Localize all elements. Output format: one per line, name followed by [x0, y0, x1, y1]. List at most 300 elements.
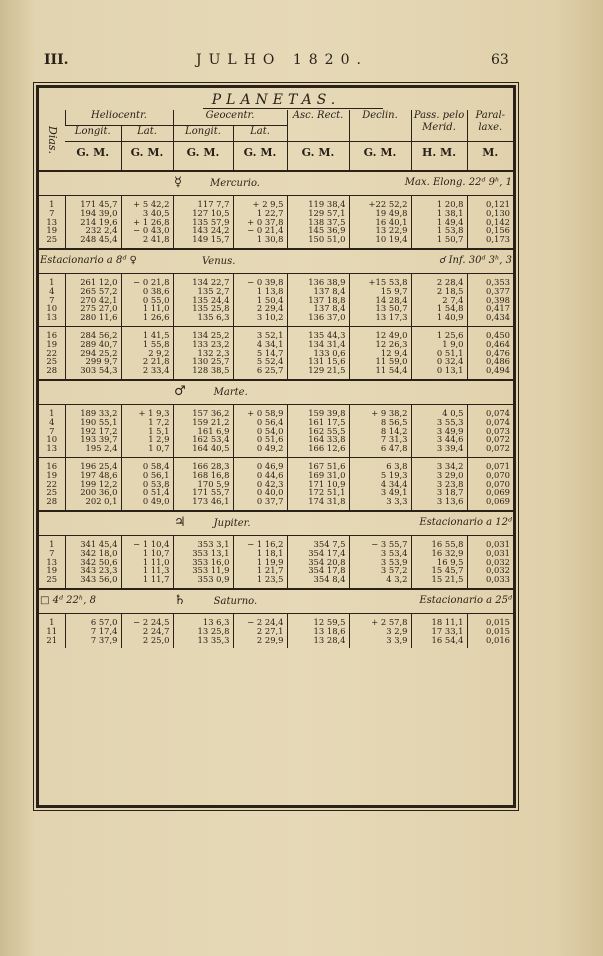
planet-note-left — [39, 380, 173, 405]
table-cell: 289 40,7 — [65, 340, 121, 349]
table-cell: 8 56,5 — [349, 418, 411, 427]
table-cell: − 0 21,4 — [233, 226, 287, 235]
table-cell: 196 25,4 — [65, 457, 121, 470]
table-cell: 197 48,6 — [65, 471, 121, 480]
table-cell: 2 24,7 — [121, 627, 173, 636]
table-cell: 3 34,2 — [411, 457, 467, 470]
table-cell: 0 54,0 — [233, 427, 287, 436]
table-cell: 2 41,8 — [121, 235, 173, 249]
table-cell: 16 32,9 — [411, 549, 467, 558]
planet-name-label: Saturno. — [213, 595, 258, 607]
table-cell: 161 6,9 — [173, 427, 233, 436]
table-cell: 3 52,1 — [233, 326, 287, 339]
table-cell: 1 — [39, 613, 65, 626]
table-cell: 1 54,8 — [411, 304, 467, 313]
table-cell: 1 13,8 — [233, 287, 287, 296]
table-cell: 0 53,8 — [121, 480, 173, 489]
table-cell: 16 — [39, 326, 65, 339]
table-cell: 159 39,8 — [287, 404, 349, 417]
table-cell: 1 11,7 — [121, 575, 173, 589]
table-cell: 10 19,4 — [349, 235, 411, 249]
table-cell: 4 34,4 — [349, 480, 411, 489]
table-cell: + 2 57,8 — [349, 613, 411, 626]
table-cell: 353 13,1 — [173, 549, 233, 558]
table-cell: 134 31,4 — [287, 340, 349, 349]
table-cell: 3 49,9 — [411, 427, 467, 436]
table-cell: 0,072 — [467, 444, 513, 457]
table-cell: 172 51,1 — [287, 488, 349, 497]
table-cell: 13 18,6 — [287, 627, 349, 636]
table-cell: 0,130 — [467, 209, 513, 218]
table-cell: 3 53,9 — [349, 558, 411, 567]
table-cell: 25 — [46, 487, 58, 498]
table-cell: 1 7,2 — [121, 418, 173, 427]
planet-note-right: Max. Elong. 22ᵈ 9ʰ, 1 — [349, 171, 513, 196]
table-cell: 7 — [49, 425, 55, 436]
table-cell: 135 24,4 — [173, 296, 233, 305]
table-cell: 16 40,1 — [349, 218, 411, 227]
table-cell: 3 39,4 — [411, 444, 467, 457]
table-cell: 3 3,3 — [349, 497, 411, 511]
table-cell: 25 — [46, 234, 58, 245]
col-geo-lat: Lat. — [233, 126, 287, 142]
planet-symbol-icon: ♃ — [174, 514, 186, 530]
table-cell: 1 23,5 — [233, 575, 287, 589]
table-cell: 135 25,8 — [173, 304, 233, 313]
table-cell: 119 38,4 — [287, 196, 349, 209]
col-pass: Pass. pelo Merid. — [411, 110, 467, 142]
table-cell: 354 17,4 — [287, 549, 349, 558]
table-cell: 1 22,7 — [233, 209, 287, 218]
table-row — [39, 273, 513, 286]
table-row — [39, 404, 513, 417]
table-cell: 275 27,0 — [65, 304, 121, 313]
table-cell: 12 59,5 — [287, 613, 349, 626]
col-geo-longit: Longit. — [173, 126, 233, 142]
table-cell: 162 53,4 — [173, 435, 233, 444]
table-cell: 132 2,3 — [173, 349, 233, 358]
planet-name-label: Jupiter. — [213, 517, 251, 529]
table-cell: 1 0,7 — [121, 444, 173, 457]
table-cell: 284 56,2 — [65, 326, 121, 339]
table-row — [39, 235, 513, 249]
table-cell: 0 32,4 — [411, 357, 467, 366]
table-cell: 0,070 — [467, 471, 513, 480]
table-cell: − 2 24,4 — [233, 613, 287, 626]
table-cell: 353 0,9 — [173, 575, 233, 589]
table-cell: 1 11,0 — [121, 558, 173, 567]
table-cell: 13 — [46, 556, 58, 567]
table-cell: 8 14,2 — [349, 427, 411, 436]
planet-header-row — [39, 171, 513, 196]
table-cell: − 2 24,5 — [121, 613, 173, 626]
table-cell: 190 55,1 — [65, 418, 121, 427]
table-cell: 0,031 — [467, 549, 513, 558]
unit-gm: G. M. — [121, 142, 173, 171]
table-cell: 3 49,1 — [349, 488, 411, 497]
col-helio: Heliocentr. — [65, 110, 173, 126]
table-cell: 1 40,9 — [411, 313, 467, 326]
table-cell: 343 56,0 — [65, 575, 121, 589]
table-cell: 134 25,2 — [173, 326, 233, 339]
page-section: III. — [44, 52, 69, 68]
table-cell: 1 11,0 — [121, 304, 173, 313]
table-cell: 19 — [46, 469, 58, 480]
planet-name-label: Mercurio. — [209, 178, 260, 189]
table-row — [39, 326, 513, 339]
table-cell: 4 — [49, 416, 55, 427]
table-cell: 162 55,5 — [287, 427, 349, 436]
table-cell: 2 21,8 — [121, 357, 173, 366]
table-cell: 0,072 — [467, 435, 513, 444]
table-cell: 16 — [39, 457, 65, 470]
table-cell: 0 49,0 — [121, 497, 173, 511]
table-cell: 131 15,6 — [287, 357, 349, 366]
table-cell: 28 — [46, 365, 58, 376]
table-cell: 11 59,0 — [349, 357, 411, 366]
table-cell: 0 46,9 — [233, 457, 287, 470]
table-cell: 0,073 — [467, 427, 513, 436]
table-cell: 13 28,4 — [287, 636, 349, 649]
table-cell: 164 40,5 — [173, 444, 233, 457]
table-cell: 353 16,0 — [173, 558, 233, 567]
table-cell: 2 27,1 — [233, 627, 287, 636]
table-cell: 16 55,8 — [411, 535, 467, 548]
table-row — [39, 313, 513, 326]
table-cell: 200 36,0 — [65, 488, 121, 497]
table-cell: 0,032 — [467, 566, 513, 575]
table-cell: 133 0,6 — [287, 349, 349, 358]
table-cell: 16 9,5 — [411, 558, 467, 567]
table-cell: 166 28,3 — [173, 457, 233, 470]
table-cell: 0,142 — [467, 218, 513, 227]
table-cell: 341 45,4 — [65, 535, 121, 548]
table-cell: 13 35,3 — [173, 636, 233, 649]
table-cell: 0,069 — [467, 497, 513, 511]
table-cell: 138 37,5 — [287, 218, 349, 227]
table-cell: 169 31,0 — [287, 471, 349, 480]
table-cell: 0,015 — [467, 613, 513, 626]
table-cell: 3 13,6 — [411, 497, 467, 511]
table-cell: 25 — [46, 574, 58, 585]
unit-gm: G. M. — [65, 142, 121, 171]
table-cell: 171 10,9 — [287, 480, 349, 489]
table-row — [39, 535, 513, 548]
table-row — [39, 613, 513, 626]
table-cell: 19 — [46, 565, 58, 576]
table-cell: − 0 43,0 — [121, 226, 173, 235]
table-body — [39, 171, 513, 648]
table-cell: 199 12,2 — [65, 480, 121, 489]
table-cell: 1 38,1 — [411, 209, 467, 218]
table-cell: 22 — [46, 347, 58, 358]
table-cell: 1 25,6 — [411, 326, 467, 339]
planet-name — [173, 589, 349, 614]
table-cell: 11 54,4 — [349, 366, 411, 380]
table-cell: 137 8,4 — [287, 287, 349, 296]
table-cell: 3 55,3 — [411, 418, 467, 427]
table-cell: 0,476 — [467, 349, 513, 358]
table-cell: + 9 38,2 — [349, 404, 411, 417]
table-cell: − 1 10,4 — [121, 535, 173, 548]
col-helio-lat: Lat. — [121, 126, 173, 142]
table-cell: 0,434 — [467, 313, 513, 326]
planet-symbol-icon: ♂ — [174, 383, 186, 399]
table-cell: + 2 9,5 — [233, 196, 287, 209]
col-geo: Geocentr. — [173, 110, 287, 126]
table-cell: 303 54,3 — [65, 366, 121, 380]
table-cell: 202 0,1 — [65, 497, 121, 511]
table-cell: 22 — [46, 478, 58, 489]
table-cell: 0 51,4 — [121, 488, 173, 497]
table-cell: 194 39,0 — [65, 209, 121, 218]
table-cell: 0,353 — [467, 273, 513, 286]
table-cell: 3 10,2 — [233, 313, 287, 326]
planet-note-left: Estacionario a 8ᵈ ♀ — [39, 249, 173, 274]
planet-header-row — [39, 249, 513, 274]
table-cell: 0 37,7 — [233, 497, 287, 511]
table-cell: 0,156 — [467, 226, 513, 235]
table-cell: 150 51,0 — [287, 235, 349, 249]
table-cell: 157 36,2 — [173, 404, 233, 417]
table-cell: 1 — [39, 196, 65, 209]
table-cell: 2 28,4 — [411, 273, 467, 286]
table-cell: 3 3,9 — [349, 636, 411, 649]
table-cell: 1 — [39, 535, 65, 548]
table-cell: 28 — [46, 496, 58, 507]
table-cell: 354 20,8 — [287, 558, 349, 567]
table-cell: 0,377 — [467, 287, 513, 296]
table-cell: 1 53,8 — [411, 226, 467, 235]
table-cell: 174 31,8 — [287, 497, 349, 511]
table-cell: 354 17,8 — [287, 566, 349, 575]
planet-table — [39, 110, 513, 648]
table-cell: 1 50,7 — [411, 235, 467, 249]
table-cell: 135 44,3 — [287, 326, 349, 339]
table-cell: 12 26,3 — [349, 340, 411, 349]
table-cell: 354 8,4 — [287, 575, 349, 589]
table-cell: 7 — [49, 547, 55, 558]
table-cell: 0,173 — [467, 235, 513, 249]
table-cell: 12 9,4 — [349, 349, 411, 358]
planet-name-label: Marte. — [213, 386, 248, 398]
table-cell: 0,033 — [467, 575, 513, 589]
table-cell: 171 55,7 — [173, 488, 233, 497]
table-cell: 6 3,8 — [349, 457, 411, 470]
table-cell: 299 9,7 — [65, 357, 121, 366]
table-cell: 1 5,1 — [121, 427, 173, 436]
table-cell: 193 39,7 — [65, 435, 121, 444]
table-cell: 3 29,0 — [411, 471, 467, 480]
table-cell: 1 21,7 — [233, 566, 287, 575]
table-cell: 133 23,2 — [173, 340, 233, 349]
table-cell: 0 56,1 — [121, 471, 173, 480]
table-cell: 0,398 — [467, 296, 513, 305]
table-cell: 136 38,9 — [287, 273, 349, 286]
unit-gm: G. M. — [287, 142, 349, 171]
table-cell: 143 24,2 — [173, 226, 233, 235]
table-cell: 3 40,5 — [121, 209, 173, 218]
table-row — [39, 196, 513, 209]
table-cell: 15 45,7 — [411, 566, 467, 575]
table-cell: 129 21,5 — [287, 366, 349, 380]
table-cell: 354 7,5 — [287, 535, 349, 548]
table-cell: 2 18,5 — [411, 287, 467, 296]
table-cell: − 1 16,2 — [233, 535, 287, 548]
planet-table-frame — [36, 85, 516, 808]
table-row — [39, 366, 513, 380]
table-cell: 2 9,2 — [121, 349, 173, 358]
planet-note-left: □ 4ᵈ 22ʰ, 8 — [39, 589, 173, 614]
table-cell: 353 11,9 — [173, 566, 233, 575]
table-cell: 0,450 — [467, 326, 513, 339]
table-cell: 18 11,1 — [411, 613, 467, 626]
table-cell: 232 2,4 — [65, 226, 121, 235]
table-cell: 0,016 — [467, 636, 513, 649]
table-cell: 2 29,9 — [233, 636, 287, 649]
table-cell: 173 46,1 — [173, 497, 233, 511]
planet-note-right: ☌ Inf. 30ᵈ 3ʰ, 3 — [349, 249, 513, 274]
table-cell: + 0 37,8 — [233, 218, 287, 227]
table-cell: 343 23,3 — [65, 566, 121, 575]
table-cell: 134 22,7 — [173, 273, 233, 286]
table-cell: 13 — [46, 216, 58, 227]
table-cell: 342 18,0 — [65, 549, 121, 558]
table-cell: 5 14,7 — [233, 349, 287, 358]
unit-hm: H. M. — [411, 142, 467, 171]
table-cell: 0,464 — [467, 340, 513, 349]
table-cell: 3 53,4 — [349, 549, 411, 558]
table-cell: +15 53,8 — [349, 273, 411, 286]
table-cell: 17 33,1 — [411, 627, 467, 636]
table-cell: 0,071 — [467, 457, 513, 470]
table-cell: 0,486 — [467, 357, 513, 366]
table-cell: 0 51,1 — [411, 349, 467, 358]
table-cell: 13 25,8 — [173, 627, 233, 636]
table-cell: 0,121 — [467, 196, 513, 209]
table-cell: + 0 58,9 — [233, 404, 287, 417]
table-cell: 21 — [46, 634, 58, 645]
table-cell: 127 10,5 — [173, 209, 233, 218]
planet-header-row — [39, 511, 513, 536]
table-cell: 10 — [46, 303, 58, 314]
table-title: PLANETAS. — [211, 92, 341, 108]
table-cell: 0 51,6 — [233, 435, 287, 444]
table-cell: 6 25,7 — [233, 366, 287, 380]
table-head — [39, 110, 513, 171]
table-cell: 7 31,3 — [349, 435, 411, 444]
table-cell: 161 17,5 — [287, 418, 349, 427]
table-cell: 13 50,7 — [349, 304, 411, 313]
table-cell: 13 6,3 — [173, 613, 233, 626]
col-asc: Asc. Rect. — [287, 110, 349, 142]
col-declin: Declin. — [349, 110, 411, 142]
unit-m: M. — [467, 142, 513, 171]
table-cell: 3 57,2 — [349, 566, 411, 575]
table-cell: 16 54,4 — [411, 636, 467, 649]
table-cell: 7 37,9 — [65, 636, 121, 649]
table-cell: 135 57,9 — [173, 218, 233, 227]
table-cell: 0,015 — [467, 627, 513, 636]
table-cell: 19 49,8 — [349, 209, 411, 218]
page-header — [0, 52, 603, 74]
planet-name — [173, 249, 349, 274]
planet-symbol-icon: ♄ — [174, 592, 186, 608]
table-cell: 7 — [49, 294, 55, 305]
planet-note-right — [349, 380, 513, 405]
table-cell: 135 2,7 — [173, 287, 233, 296]
table-cell: 5 19,3 — [349, 471, 411, 480]
table-cell: 3 23,8 — [411, 480, 467, 489]
table-cell: 0,494 — [467, 366, 513, 380]
table-cell: 136 37,0 — [287, 313, 349, 326]
table-cell: 1 11,3 — [121, 566, 173, 575]
page-number: 63 — [491, 52, 509, 68]
table-cell: 1 41,5 — [121, 326, 173, 339]
table-cell: +22 52,2 — [349, 196, 411, 209]
table-cell: 13 22,9 — [349, 226, 411, 235]
table-cell: 0,069 — [467, 488, 513, 497]
col-paral: Paral-laxe. — [467, 110, 513, 142]
table-cell: 3 2,9 — [349, 627, 411, 636]
table-cell: 1 19,9 — [233, 558, 287, 567]
table-cell: 4 3,2 — [349, 575, 411, 589]
table-cell: 0,074 — [467, 404, 513, 417]
planet-note-right: Estacionario a 12ᵈ — [349, 511, 513, 536]
table-cell: 4 34,1 — [233, 340, 287, 349]
table-cell: 6 47,8 — [349, 444, 411, 457]
table-cell: 280 11,6 — [65, 313, 121, 326]
planet-note-right: Estacionario a 25ᵈ — [349, 589, 513, 614]
table-cell: 19 — [46, 338, 58, 349]
table-cell: 195 2,4 — [65, 444, 121, 457]
table-cell: 4 — [49, 285, 55, 296]
table-cell: 1 18,1 — [233, 549, 287, 558]
table-row — [39, 636, 513, 649]
table-cell: 1 55,8 — [121, 340, 173, 349]
table-cell: 0,031 — [467, 535, 513, 548]
table-cell: 137 18,8 — [287, 296, 349, 305]
table-cell: 167 51,6 — [287, 457, 349, 470]
table-cell: 1 30,8 — [233, 235, 287, 249]
planet-note-left — [39, 511, 173, 536]
table-cell: + 5 42,2 — [121, 196, 173, 209]
table-cell: 164 33,8 — [287, 435, 349, 444]
table-cell: 159 21,2 — [173, 418, 233, 427]
table-cell: 128 38,5 — [173, 366, 233, 380]
table-cell: 0 58,4 — [121, 457, 173, 470]
table-cell: 25 — [46, 356, 58, 367]
table-cell: 0 56,4 — [233, 418, 287, 427]
table-cell: 1 2,9 — [121, 435, 173, 444]
table-cell: 1 49,4 — [411, 218, 467, 227]
table-cell: 171 45,7 — [65, 196, 121, 209]
table-cell: 13 — [46, 312, 58, 323]
planet-header-row — [39, 589, 513, 614]
table-cell: − 3 55,7 — [349, 535, 411, 548]
table-cell: 15 21,5 — [411, 575, 467, 589]
table-cell: 0,070 — [467, 480, 513, 489]
table-cell: 189 33,2 — [65, 404, 121, 417]
table-cell: 0,417 — [467, 304, 513, 313]
table-cell: 135 6,3 — [173, 313, 233, 326]
table-cell: + 1 26,8 — [121, 218, 173, 227]
table-cell: 294 25,2 — [65, 349, 121, 358]
table-cell: 2 7,4 — [411, 296, 467, 305]
col-dias: Dias. — [45, 125, 59, 155]
table-cell: 117 7,7 — [173, 196, 233, 209]
table-cell: 265 57,2 — [65, 287, 121, 296]
